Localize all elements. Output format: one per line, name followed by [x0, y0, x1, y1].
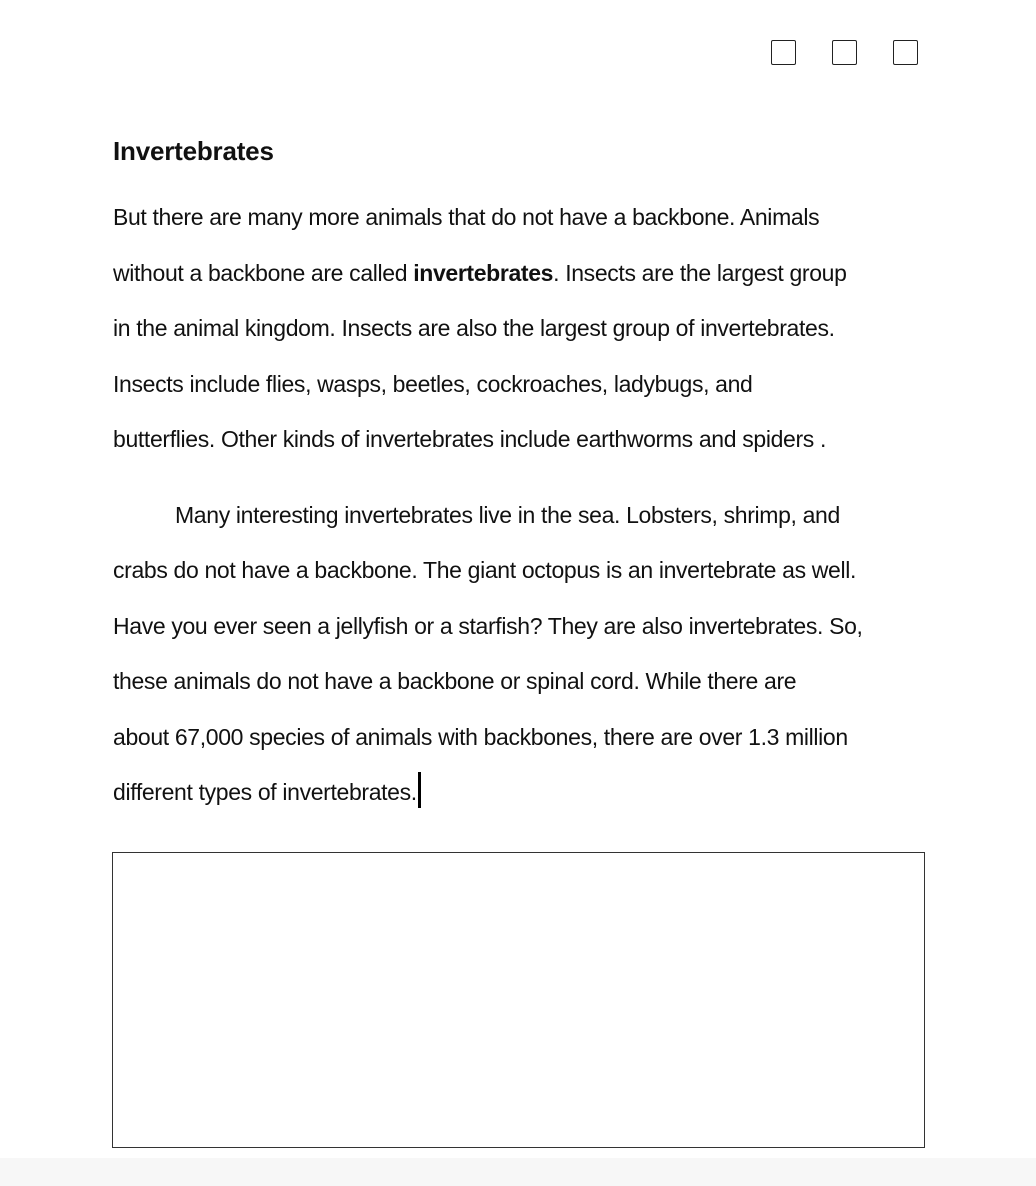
- document-content[interactable]: [113, 130, 933, 821]
- checkbox-2[interactable]: [832, 40, 857, 65]
- bold-term: invertebrates: [413, 259, 554, 286]
- text-cursor: [418, 772, 421, 808]
- section-heading: Invertebrates: [113, 136, 274, 166]
- p2-line-1: Many interesting invertebrates live in the sea. Lobsters, shrimp, and: [175, 501, 840, 528]
- empty-text-box[interactable]: [112, 852, 925, 1148]
- p2-line-5: about 67,000 species of animals with backbones, there are over 1.3 million: [113, 723, 848, 750]
- p1-line-3: in the animal kingdom. Insects are also the largest group of invertebrates.: [113, 315, 835, 341]
- checkbox-1[interactable]: [771, 40, 796, 65]
- p1-line-2-end: . Insects are the largest group: [553, 259, 847, 286]
- p1-line-4: Insects include flies, wasps, beetles, cockroaches, ladybugs, and: [113, 370, 753, 397]
- p1-line-5: butterflies. Other kinds of invertebrates include earthworms and spiders .: [113, 426, 827, 452]
- p2-line-4: these animals do not have a backbone or spinal cord. While there are: [113, 668, 797, 694]
- p1-line-1: But there are many more animals that do not have a backbone. Animals: [113, 204, 820, 230]
- p2-line-2: crabs do not have a backbone. The giant octopus is an invertebrate as well.: [113, 557, 857, 583]
- toolbar: [771, 40, 918, 65]
- p2-line-3: Have you ever seen a jellyfish or a starfish? They are also invertebrates. So,: [113, 612, 863, 639]
- p2-line-6: different types of invertebrates.: [113, 779, 417, 805]
- checkbox-3[interactable]: [893, 40, 918, 65]
- bottom-bar: [0, 1158, 1036, 1186]
- p1-line-2-start: without a backbone are called: [113, 259, 414, 286]
- paragraph-1: [113, 190, 933, 468]
- paragraph-2: [113, 488, 933, 821]
